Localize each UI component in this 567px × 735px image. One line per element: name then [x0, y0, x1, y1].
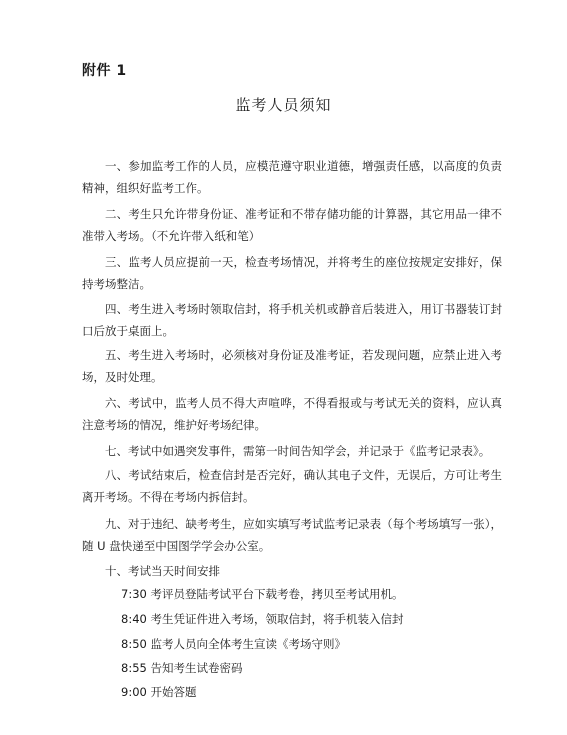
schedule-item-1: 7:30 考评员登陆考试平台下载考卷，拷贝至考试用机。: [121, 587, 404, 601]
paragraph-3: 三、监考人员应提前一天，检查考场情况，并将考生的座位按规定安排好，保持考场整洁。: [82, 255, 502, 291]
paragraph-4: 四、考生进入考场时领取信封，将手机关机或静音后装进入，用订书器装订封口后放于桌面上。: [82, 302, 502, 338]
paragraph-10: 十、考试当天时间安排: [105, 564, 220, 578]
document-title: 监考人员须知: [235, 96, 332, 114]
paragraph-1: 一、参加监考工作的人员，应模范遵守职业道德，增强责任感，以高度的负责精神，组织好监考工作。: [82, 159, 502, 195]
paragraph-8: 八、考试结束后，检查信封是否完好，确认其电子文件，无误后，方可让考生离开考场。不得在考场内拆信封。: [82, 468, 502, 504]
paragraph-5: 五、考生进入考场时，必须核对身份证及准考证，若发现问题，应禁止进入考场，及时处理。: [82, 348, 502, 384]
paragraph-9: 九、对于违纪、缺考考生，应如实填写考试监考记录表（每个考场填写一张），随 U 盘快递至中国图学学会办公室。: [82, 517, 502, 553]
paragraph-6: 六、考试中，监考人员不得大声喧哗，不得看报或与考试无关的资料，应认真注意考场的情况，维护好考场纪律。: [82, 396, 502, 432]
schedule-item-2: 8:40 考生凭证件进入考场，领取信封，将手机装入信封: [121, 612, 404, 626]
schedule-item-4: 8:55 告知考生试卷密码: [121, 661, 243, 675]
schedule-item-3: 8:50 监考人员向全体考生宣读《考场守则》: [121, 637, 346, 651]
paragraph-2: 二、考生只允许带身份证、准考证和不带存储功能的计算器，其它用品一律不准带入考场。（不允许带入纸和笔）: [82, 207, 502, 243]
schedule-item-5: 9:00 开始答题: [121, 685, 197, 699]
paragraph-7: 七、考试中如遇突发事件，需第一时间告知学会，并记录于《监考记录表》。: [105, 444, 491, 458]
attachment-label: 附件 1: [82, 63, 127, 79]
